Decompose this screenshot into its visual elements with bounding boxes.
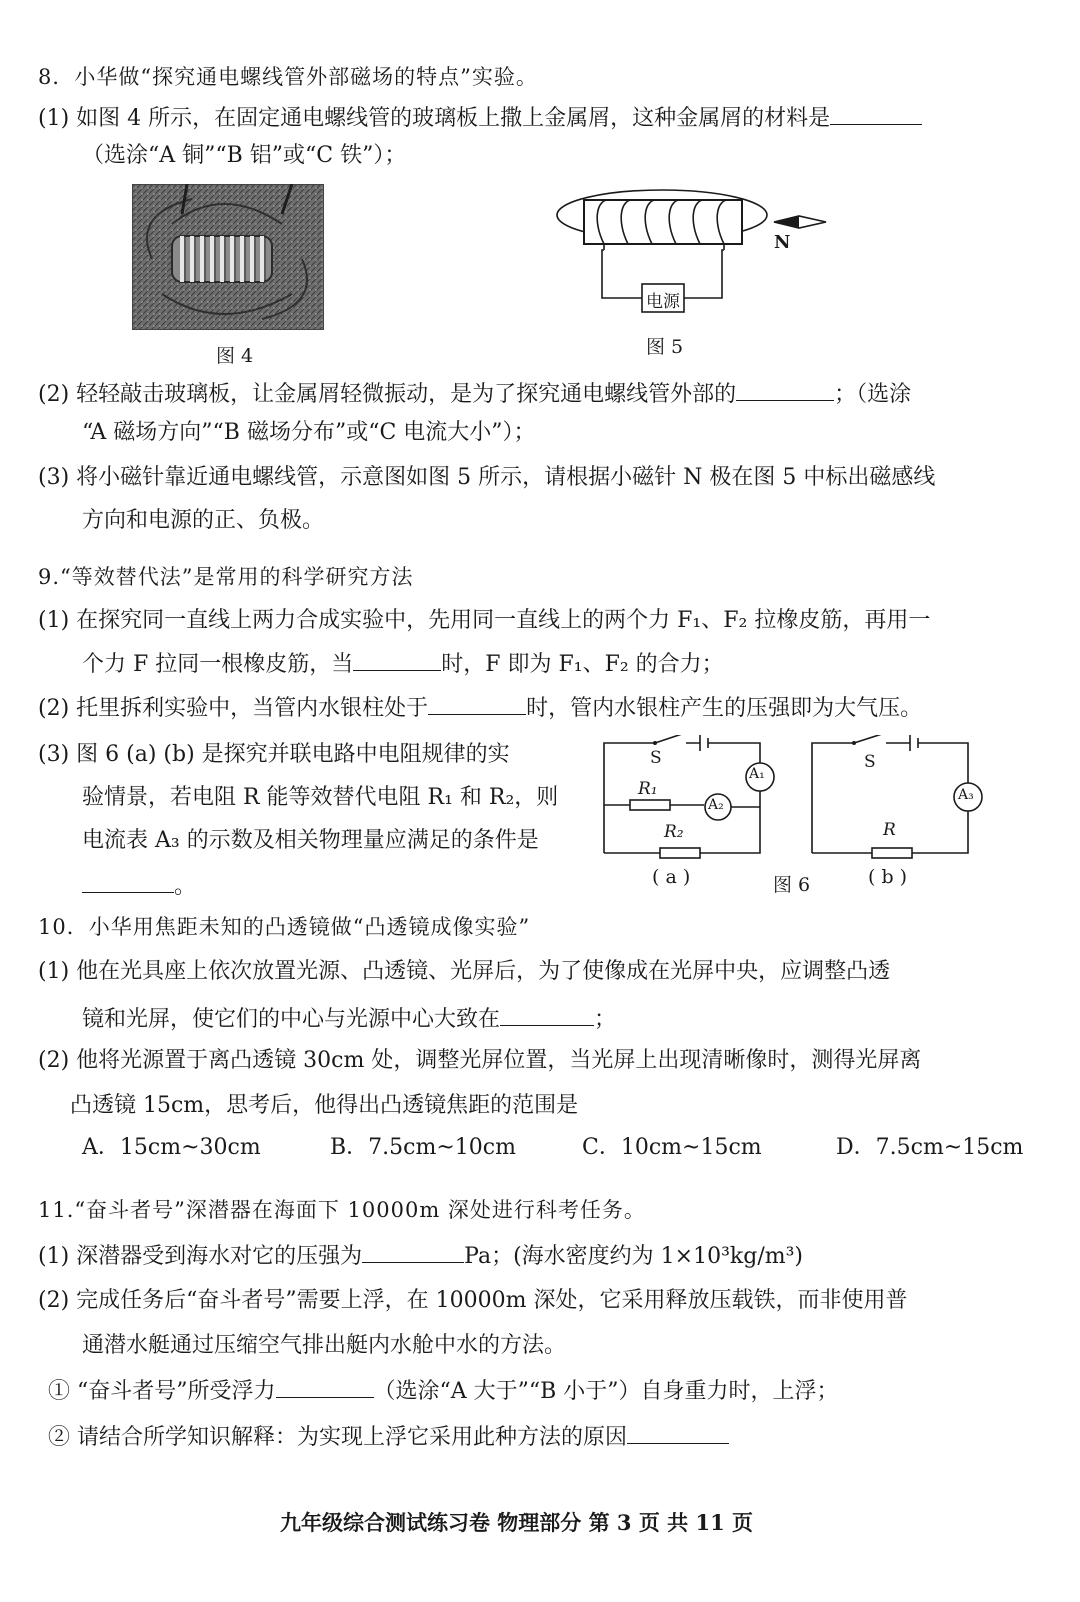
q8-part1-line1 bbox=[38, 102, 922, 134]
q10-part2-line1: (2) 他将光源置于离凸透镜 30cm 处，调整光屏位置，当光屏上出现清晰像时，测得光屏离 bbox=[38, 1048, 922, 1073]
q11-subq2-line bbox=[48, 1421, 729, 1453]
q11-part2-line2: 通潜水艇通过压缩空气排出艇内水舱中水的方法。 bbox=[82, 1333, 567, 1358]
q8-part2-text: (2) 轻轻敲击玻璃板，让金属屑轻微振动，是为了探究通电螺线管外部的 bbox=[38, 382, 737, 407]
q10-option-b[interactable]: B．7.5cm~10cm bbox=[330, 1135, 516, 1160]
q8-part2-line1 bbox=[38, 378, 911, 410]
page-footer: 九年级综合测试练习卷 物理部分 第 3 页 共 11 页 bbox=[280, 1510, 754, 1535]
q9-part1-text-post: 时，F 即为 F₁、F₂ 的合力； bbox=[441, 652, 724, 677]
q11-subq1-line bbox=[48, 1375, 839, 1407]
figure-6b-label: ( b ) bbox=[868, 866, 908, 888]
resistor-r-label: R bbox=[883, 820, 896, 840]
q8-part3-line1: (3) 将小磁针靠近通电螺线管，示意图如图 5 所示，请根据小磁针 N 极在图 5 中标出磁感线 bbox=[38, 465, 936, 490]
q11-part1-line bbox=[38, 1240, 803, 1272]
q9-title: 9.“等效替代法”是常用的科学研究方法 bbox=[38, 565, 414, 589]
q9-part3-line2: 验情景，若电阻 R 能等效替代电阻 R₁ 和 R₂，则 bbox=[82, 785, 559, 810]
q11-subq1-text-pre: ① “奋斗者号”所受浮力 bbox=[48, 1379, 276, 1404]
figure-6a-switch-label: S bbox=[650, 748, 662, 768]
figure-4-caption: 图 4 bbox=[216, 345, 254, 367]
q11-subq1-text-post: （选涂“A 大于”“B 小于”）自身重力时，上浮； bbox=[373, 1379, 839, 1404]
q9-part1-blank[interactable] bbox=[353, 648, 441, 671]
figure-5-power-label: 电源 bbox=[646, 292, 680, 312]
figure-5-caption: 图 5 bbox=[646, 336, 684, 358]
figure-6a-circuit bbox=[600, 735, 790, 859]
q9-part1-line2 bbox=[82, 648, 724, 680]
resistor-r1-label: R₁ bbox=[638, 779, 658, 799]
figure-6-caption: 图 6 bbox=[773, 874, 811, 896]
ammeter-a1-label: A₁ bbox=[749, 766, 765, 782]
q11-title: 11.“奋斗者号”深潜器在海面下 10000m 深处进行科考任务。 bbox=[38, 1198, 646, 1222]
q11-subq2-blank[interactable] bbox=[627, 1421, 729, 1444]
q10-part1-blank[interactable] bbox=[500, 1003, 594, 1026]
q11-subq1-blank[interactable] bbox=[276, 1375, 374, 1398]
q10-option-d[interactable]: D．7.5cm~15cm bbox=[836, 1135, 1024, 1160]
q8-part2-blank[interactable] bbox=[736, 378, 834, 401]
q9-part2-text-post: 时，管内水银柱产生的压强即为大气压。 bbox=[526, 696, 923, 721]
q10-option-c[interactable]: C．10cm~15cm bbox=[582, 1135, 762, 1160]
ammeter-a3-label: A₃ bbox=[958, 787, 974, 803]
q8-part2-line2: “A 磁场方向”“B 磁场分布”或“C 电流大小”）； bbox=[82, 420, 536, 445]
resistor-r2-label: R₂ bbox=[664, 822, 684, 842]
q11-part2-line1: (2) 完成任务后“奋斗者号”需要上浮，在 10000m 深处，它采用释放压载铁，而非使用普 bbox=[38, 1288, 908, 1313]
q9-part3-line1: (3) 图 6 (a) (b) 是探究并联电路中电阻规律的实 bbox=[38, 742, 510, 767]
q8-part1-text: (1) 如图 4 所示，在固定通电螺线管的玻璃板上撒上金属屑，这种金属屑的材料是 bbox=[38, 106, 831, 131]
ammeter-a2-label: A₂ bbox=[708, 797, 724, 813]
q8-title: 8．小华做“探究通电螺线管外部磁场的特点”实验。 bbox=[38, 65, 538, 89]
q8-part3-line2: 方向和电源的正、负极。 bbox=[82, 508, 325, 533]
figure-6b-switch-label: S bbox=[864, 752, 876, 772]
q8-part1-line2: （选涂“A 铜”“B 铝”或“C 铁”）； bbox=[82, 143, 407, 168]
figure-4-photo bbox=[132, 184, 324, 330]
q8-part1-blank[interactable] bbox=[830, 102, 922, 125]
q11-part1-text-post: Pa；(海水密度约为 1×10³kg/m³) bbox=[464, 1244, 804, 1269]
q10-option-a[interactable]: A．15cm~30cm bbox=[82, 1135, 261, 1160]
q9-part1-text-pre: 个力 F 拉同一根橡皮筋，当 bbox=[82, 652, 354, 677]
q9-part2-blank[interactable] bbox=[428, 692, 526, 715]
q11-part1-blank[interactable] bbox=[362, 1240, 464, 1263]
q10-part2-line2: 凸透镜 15cm，思考后，他得出凸透镜焦距的范围是 bbox=[70, 1093, 579, 1118]
q11-subq2-text: ② 请结合所学知识解释：为实现上浮它采用此种方法的原因 bbox=[48, 1425, 627, 1450]
q10-part1-tail: ； bbox=[594, 1007, 617, 1032]
q9-part1-line1: (1) 在探究同一直线上两力合成实验中，先用同一直线上的两个力 F₁、F₂ 拉橡皮筋，再用一 bbox=[38, 608, 931, 633]
q10-part1-line1: (1) 他在光具座上依次放置光源、凸透镜、光屏后，为了使像成在光屏中央，应调整凸透 bbox=[38, 959, 891, 984]
q9-part2-line bbox=[38, 692, 922, 724]
q10-part1-text: 镜和光屏，使它们的中心与光源中心大致在 bbox=[82, 1007, 501, 1032]
q11-part1-text-pre: (1) 深潜器受到海水对它的压强为 bbox=[38, 1244, 363, 1269]
q10-part1-line2 bbox=[82, 1003, 616, 1035]
figure-5-needle-n-label: N bbox=[774, 232, 791, 253]
q9-part3-period: 。 bbox=[174, 874, 197, 899]
q9-part2-text-pre: (2) 托里拆利实验中，当管内水银柱处于 bbox=[38, 696, 429, 721]
q9-part3-line3: 电流表 A₃ 的示数及相关物理量应满足的条件是 bbox=[82, 828, 539, 853]
q9-part3-blank[interactable] bbox=[82, 870, 174, 893]
figure-6a-label: ( a ) bbox=[652, 866, 691, 888]
q10-title: 10．小华用焦距未知的凸透镜做“凸透镜成像实验” bbox=[38, 915, 531, 939]
q8-part2-tail: ；（选涂 bbox=[834, 382, 912, 407]
q9-part3-line4 bbox=[82, 870, 196, 902]
